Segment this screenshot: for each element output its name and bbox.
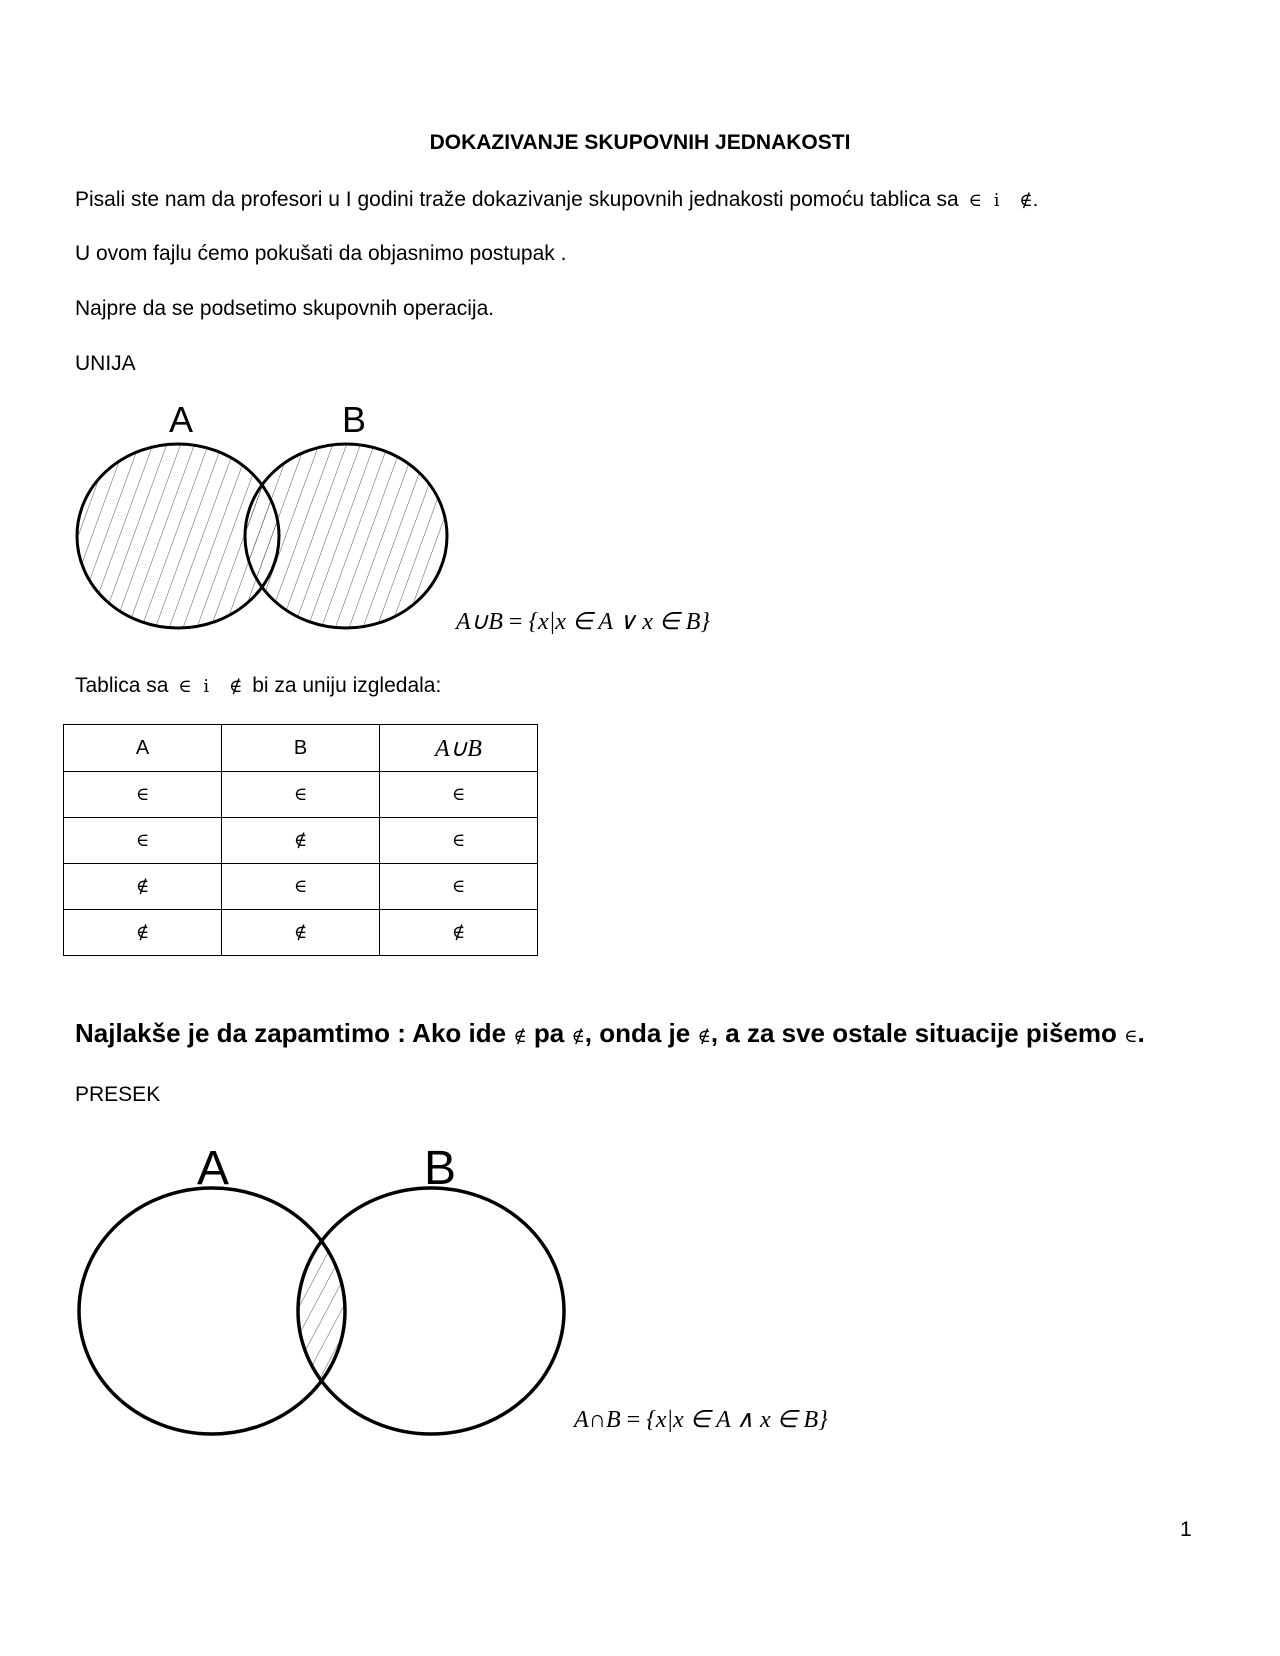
not-element-of-symbol: ∉ — [571, 1026, 585, 1047]
element-of-symbol: ∈ — [968, 190, 982, 211]
intersection-venn-diagram — [70, 1128, 590, 1438]
rule-part-2: pa — [533, 1018, 565, 1048]
union-formula-eq: = — [508, 609, 523, 635]
element-of-symbol: ∈ — [178, 676, 192, 697]
intro-line-3: Najpre da se podsetimo skupovnih operacija. — [75, 297, 495, 320]
not-element-of-symbol: ∉ — [697, 1026, 711, 1047]
intersection-formula-set: {x|x ∈ A ∧ x ∈ B} — [646, 1407, 828, 1433]
table-cell: ∈ — [64, 818, 222, 864]
rule-part-4: , a za sve ostale situacije pišemo — [710, 1018, 1117, 1048]
intro-line-1-text: Pisali ste nam da profesori u I godini traže dokazivanje skupovnih jednakosti pomoću tablica sa — [75, 188, 959, 211]
intersection-formula — [574, 1405, 828, 1434]
table-cell: ∉ — [64, 910, 222, 956]
page-number: 1 — [1180, 1518, 1192, 1541]
union-heading: UNIJA — [75, 352, 136, 375]
intro-line-1 — [75, 188, 1038, 212]
page-title: DOKAZIVANJE SKUPOVNIH JEDNAKOSTI — [429, 131, 851, 154]
table-cell: ∉ — [222, 910, 380, 956]
rule-part-3: , onda je — [584, 1018, 691, 1048]
not-element-of-symbol: ∉ — [229, 676, 243, 697]
union-table-intro-after: bi za uniju izgledala: — [252, 674, 442, 697]
union-table — [63, 724, 538, 956]
table-cell: ∈ — [380, 818, 538, 864]
table-cell: ∈ — [380, 864, 538, 910]
conjunction-i: i — [203, 676, 210, 697]
intersection-heading: PRESEK — [75, 1083, 161, 1106]
table-cell: ∈ — [222, 772, 380, 818]
table-cell: ∈ — [222, 864, 380, 910]
not-element-of-symbol: ∉ — [1019, 190, 1033, 211]
union-table-intro — [75, 674, 441, 698]
table-row — [64, 818, 538, 864]
table-cell: ∈ — [380, 772, 538, 818]
table-cell: ∈ — [64, 772, 222, 818]
table-row — [64, 910, 538, 956]
intersection-formula-lhs: A∩B — [574, 1407, 621, 1433]
table-cell: ∉ — [380, 910, 538, 956]
union-formula-set: {x|x ∈ A ∨ x ∈ B} — [528, 609, 711, 635]
intersection-label-b: B — [423, 1142, 457, 1195]
intersection-label-a: A — [196, 1142, 230, 1195]
intro-line-2: U ovom fajlu ćemo pokušati da objasnimo postupak . — [75, 242, 567, 265]
union-venn-diagram — [60, 395, 520, 635]
rule-end: . — [1137, 1018, 1145, 1048]
union-formula-lhs: A∪B — [456, 609, 503, 635]
union-formula — [456, 607, 710, 636]
rule-sentence — [75, 1018, 1145, 1049]
rule-part-1: Najlakše je da zapamtimo : Ako ide — [75, 1018, 507, 1048]
table-cell: ∉ — [222, 818, 380, 864]
element-of-symbol: ∈ — [1124, 1026, 1138, 1047]
table-header-a: A — [64, 725, 222, 772]
table-row — [64, 864, 538, 910]
intro-period: . — [1032, 190, 1039, 211]
table-row — [64, 772, 538, 818]
not-element-of-symbol: ∉ — [513, 1026, 527, 1047]
table-cell: ∉ — [64, 864, 222, 910]
conjunction-i: i — [993, 190, 1000, 211]
table-header-union: A∪B — [380, 725, 538, 772]
union-label-b: B — [341, 399, 367, 440]
intersection-formula-eq: = — [626, 1407, 641, 1433]
union-label-a: A — [168, 399, 194, 440]
union-table-intro-before: Tablica sa — [75, 674, 169, 697]
table-header-row — [64, 725, 538, 772]
table-header-b: B — [222, 725, 380, 772]
